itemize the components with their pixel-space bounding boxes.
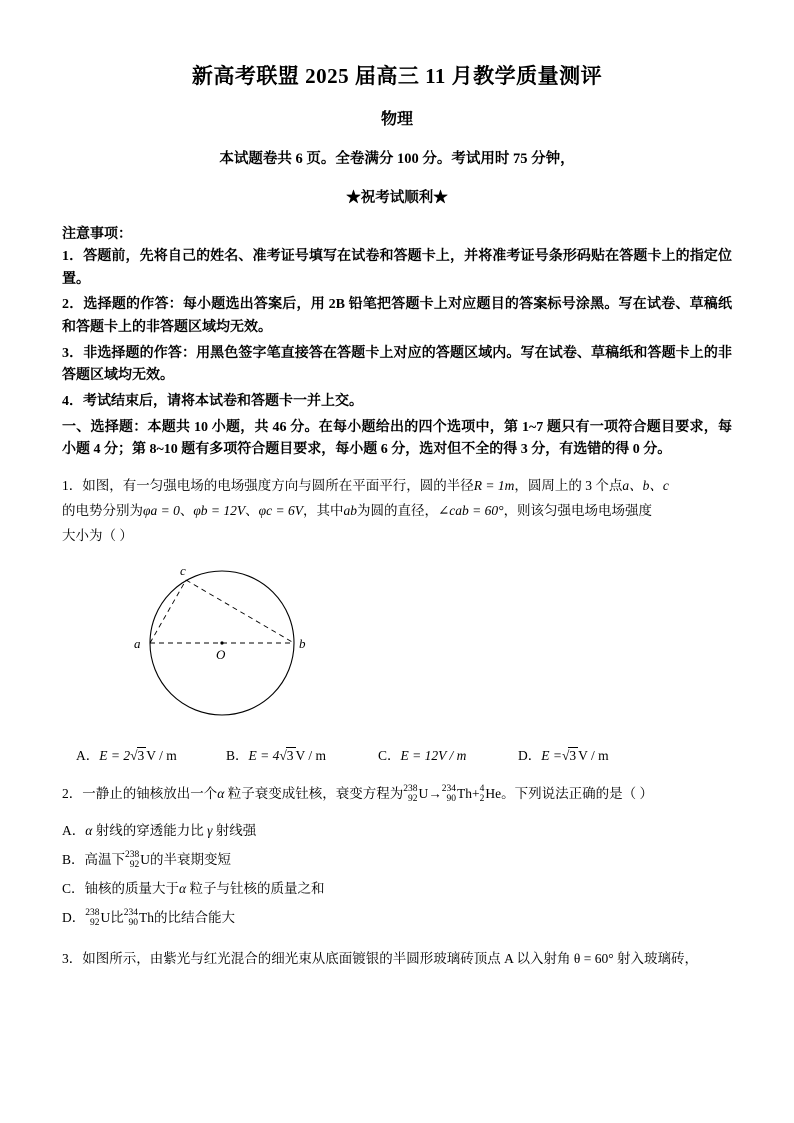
q2-opt-b-post: 的半衰期变短 <box>150 851 232 867</box>
q2-plus: + <box>471 785 480 801</box>
q2-opt-a-alpha: α <box>85 822 93 838</box>
u238-atomic: 92 <box>129 859 140 870</box>
u238-symbol: U <box>140 851 151 867</box>
u238-atomic: 92 <box>407 793 418 804</box>
u238-mass: 238 <box>85 907 100 918</box>
question-1-figure <box>62 555 732 730</box>
q2-opt-a-mid: 射线的穿透能力比 <box>95 822 204 838</box>
q1-opt-a-tag: A． <box>76 747 100 763</box>
q2-option-b <box>62 846 732 873</box>
label-a: a <box>134 635 141 651</box>
q2-opt-c-post: 粒子与钍核的质量之和 <box>189 880 325 896</box>
wish-text: ★祝考试顺利★ <box>346 190 448 206</box>
circle-field-diagram <box>82 555 382 725</box>
q1-opt-c-tag: C． <box>378 747 401 763</box>
label-b: b <box>299 635 306 651</box>
q1-text-part1: 1．如图，有一匀强电场的电场强度方向与圆所在平面平行，圆的半径 <box>62 478 474 494</box>
th234-symbol: Th <box>456 785 472 801</box>
chord-ac <box>150 580 186 643</box>
q2-opt-d-tag: D． <box>62 909 86 925</box>
subject-title: 物理 <box>380 111 413 128</box>
notice-item-1: 1．答题前，先将自己的姓名、准考证号填写在试卷和答题卡上，并将准考证号条形码贴在答题卡上的指定位置。 <box>62 249 732 287</box>
question-2 <box>62 782 732 807</box>
q1-phi-b: φb = 12V <box>193 503 246 519</box>
q2-alpha: α <box>217 785 225 801</box>
q2-opt-b-tag: B． <box>62 851 85 867</box>
sqrt-icon: √3 <box>279 747 294 763</box>
q1-opt-d-expr: E = <box>541 747 562 763</box>
q1-opt-d-tag: D． <box>518 747 542 763</box>
question-1-options <box>62 744 732 764</box>
q1-opt-c-expr: E = 12V / m <box>400 747 467 763</box>
q1-option-c <box>378 744 518 764</box>
q1-line2-pre: 的电势分别为 <box>62 503 143 519</box>
nuclide-u238 <box>85 909 99 929</box>
q2-stem-a: 2．一静止的铀核放出一个 <box>62 785 218 801</box>
exam-info: 本试题卷共 6 页。全卷满分 100 分。考试用时 75 分钟， <box>219 151 575 167</box>
page-title: 新高考联盟 2025 届高三 11 月教学质量测评 <box>191 64 603 88</box>
label-o: O <box>216 646 226 662</box>
th234-atomic: 90 <box>446 793 456 804</box>
q2-arrow: → <box>428 785 442 801</box>
q1-line3: 大小为（ ） <box>62 527 133 543</box>
q2-opt-c-tag: C． <box>62 880 85 896</box>
q1-line2-post: 为圆的直径， <box>357 503 438 519</box>
q1-option-b <box>226 744 378 764</box>
q2-opt-c-pre: 铀核的质量大于 <box>84 880 180 896</box>
q1-opt-a-radicand: 3 <box>137 747 145 763</box>
he4-mass: 4 <box>479 783 485 794</box>
th234-atomic: 90 <box>128 917 138 928</box>
he4-atomic: 2 <box>479 793 485 804</box>
q2-opt-d-mid: 比 <box>110 909 124 925</box>
th234-mass: 234 <box>123 907 138 918</box>
q2-option-d <box>62 904 732 931</box>
u238-symbol: U <box>418 785 429 801</box>
q1-opt-b-expr: E = 4 <box>248 747 280 763</box>
q2-stem-b: 粒子衰变成钍核，衰变方程为 <box>227 785 404 801</box>
notice-title: 注意事项： <box>62 227 132 242</box>
q1-phi-a: φa = 0 <box>143 503 180 519</box>
u238-symbol: U <box>100 909 111 925</box>
q1-opt-a-unit: V / m <box>146 747 177 763</box>
q1-line2-end: ，则该匀强电场电场强度 <box>503 503 653 519</box>
question-3: 3．如图所示，由紫光与红光混合的细光束从底面镀银的半圆形玻璃砖顶点 A 以入射角 θ = 60° 射入玻璃砖， <box>62 950 698 966</box>
u238-mass: 238 <box>403 783 418 794</box>
label-c: c <box>180 562 186 578</box>
center-point <box>220 641 223 644</box>
q1-radius: R = 1m <box>473 478 515 494</box>
u238-mass: 238 <box>125 849 140 860</box>
q1-opt-b-unit: V / m <box>295 747 327 763</box>
q2-stem-c: 。下列说法正确的是（ ） <box>501 785 653 801</box>
sqrt-icon: √3 <box>130 747 145 763</box>
chord-cb <box>186 580 294 643</box>
q1-text-part2: ，圆周上的 3 个点 <box>514 478 623 494</box>
question-1: 1．如图，有一匀强电场的电场强度方向与圆所在平面平行，圆的半径R = 1m，圆周上的 3 个点a、b、c 的电势分别为φa = 0、φb = 12V、φc = 6V，其中ab为圆的直径，∠cab = 60°，则该匀强电场电场强度 大小为（ ） <box>62 478 669 543</box>
q1-opt-b-radicand: 3 <box>286 747 294 763</box>
section-heading: 一、选择题：本题共 10 小题，共 46 分。在每小题给出的四个选项中，第 1~7 题只有一项符合题目要求，每小题 4 分；第 8~10 题有多项符合题目要求，每小题 6 分，选对但不全的得 3 分，有选错的得 0 分。 <box>62 419 732 458</box>
q1-option-a <box>76 744 226 764</box>
th234-symbol: Th <box>139 909 154 925</box>
q1-opt-b-tag: B． <box>226 747 249 763</box>
nuclide-u238 <box>403 785 417 805</box>
q1-opt-d-radicand: 3 <box>569 747 577 763</box>
nuclide-th234 <box>442 785 456 805</box>
q1-points: a、b、c <box>622 478 669 494</box>
q1-phi-c: φc = 6V <box>258 503 303 519</box>
q2-option-c <box>62 875 732 902</box>
q2-opt-d-post: 的比结合能大 <box>154 909 235 925</box>
nuclide-he4 <box>480 785 485 805</box>
q2-opt-a-post: 射线强 <box>215 822 257 838</box>
he4-symbol: He <box>485 785 502 801</box>
nuclide-th234 <box>124 909 138 929</box>
q2-opt-a-tag: A． <box>62 822 86 838</box>
notice-item-4: 4．考试结束后，请将本试卷和答题卡一并上交。 <box>62 394 363 410</box>
q2-opt-a-gamma: γ <box>207 822 213 838</box>
q1-angle: ∠cab = 60° <box>438 503 504 519</box>
q1-opt-d-unit: V / m <box>578 747 609 763</box>
notice-item-3: 3．非选择题的作答：用黑色签字笔直接答在答题卡上对应的答题区域内。写在试卷、草稿纸和答题卡上的非答题区域均无效。 <box>62 345 732 384</box>
q1-opt-a-expr: E = 2 <box>99 747 131 763</box>
u238-atomic: 92 <box>90 917 100 928</box>
nuclide-u238 <box>125 851 139 871</box>
q1-line2-mid: ，其中 <box>303 503 344 519</box>
q2-opt-b-pre: 高温下 <box>84 851 126 867</box>
notice-item-2: 2．选择题的作答：每小题选出答案后，用 2B 铅笔把答题卡上对应题目的答案标号涂黑。写在试卷、草稿纸和答题卡上的非答题区域均无效。 <box>62 297 732 336</box>
q2-opt-c-alpha: α <box>179 880 187 896</box>
q1-ab: ab <box>343 503 357 519</box>
sqrt-icon: √3 <box>561 747 577 763</box>
q1-option-d <box>518 744 648 764</box>
th234-mass: 234 <box>441 783 456 794</box>
q2-option-a <box>62 817 732 844</box>
